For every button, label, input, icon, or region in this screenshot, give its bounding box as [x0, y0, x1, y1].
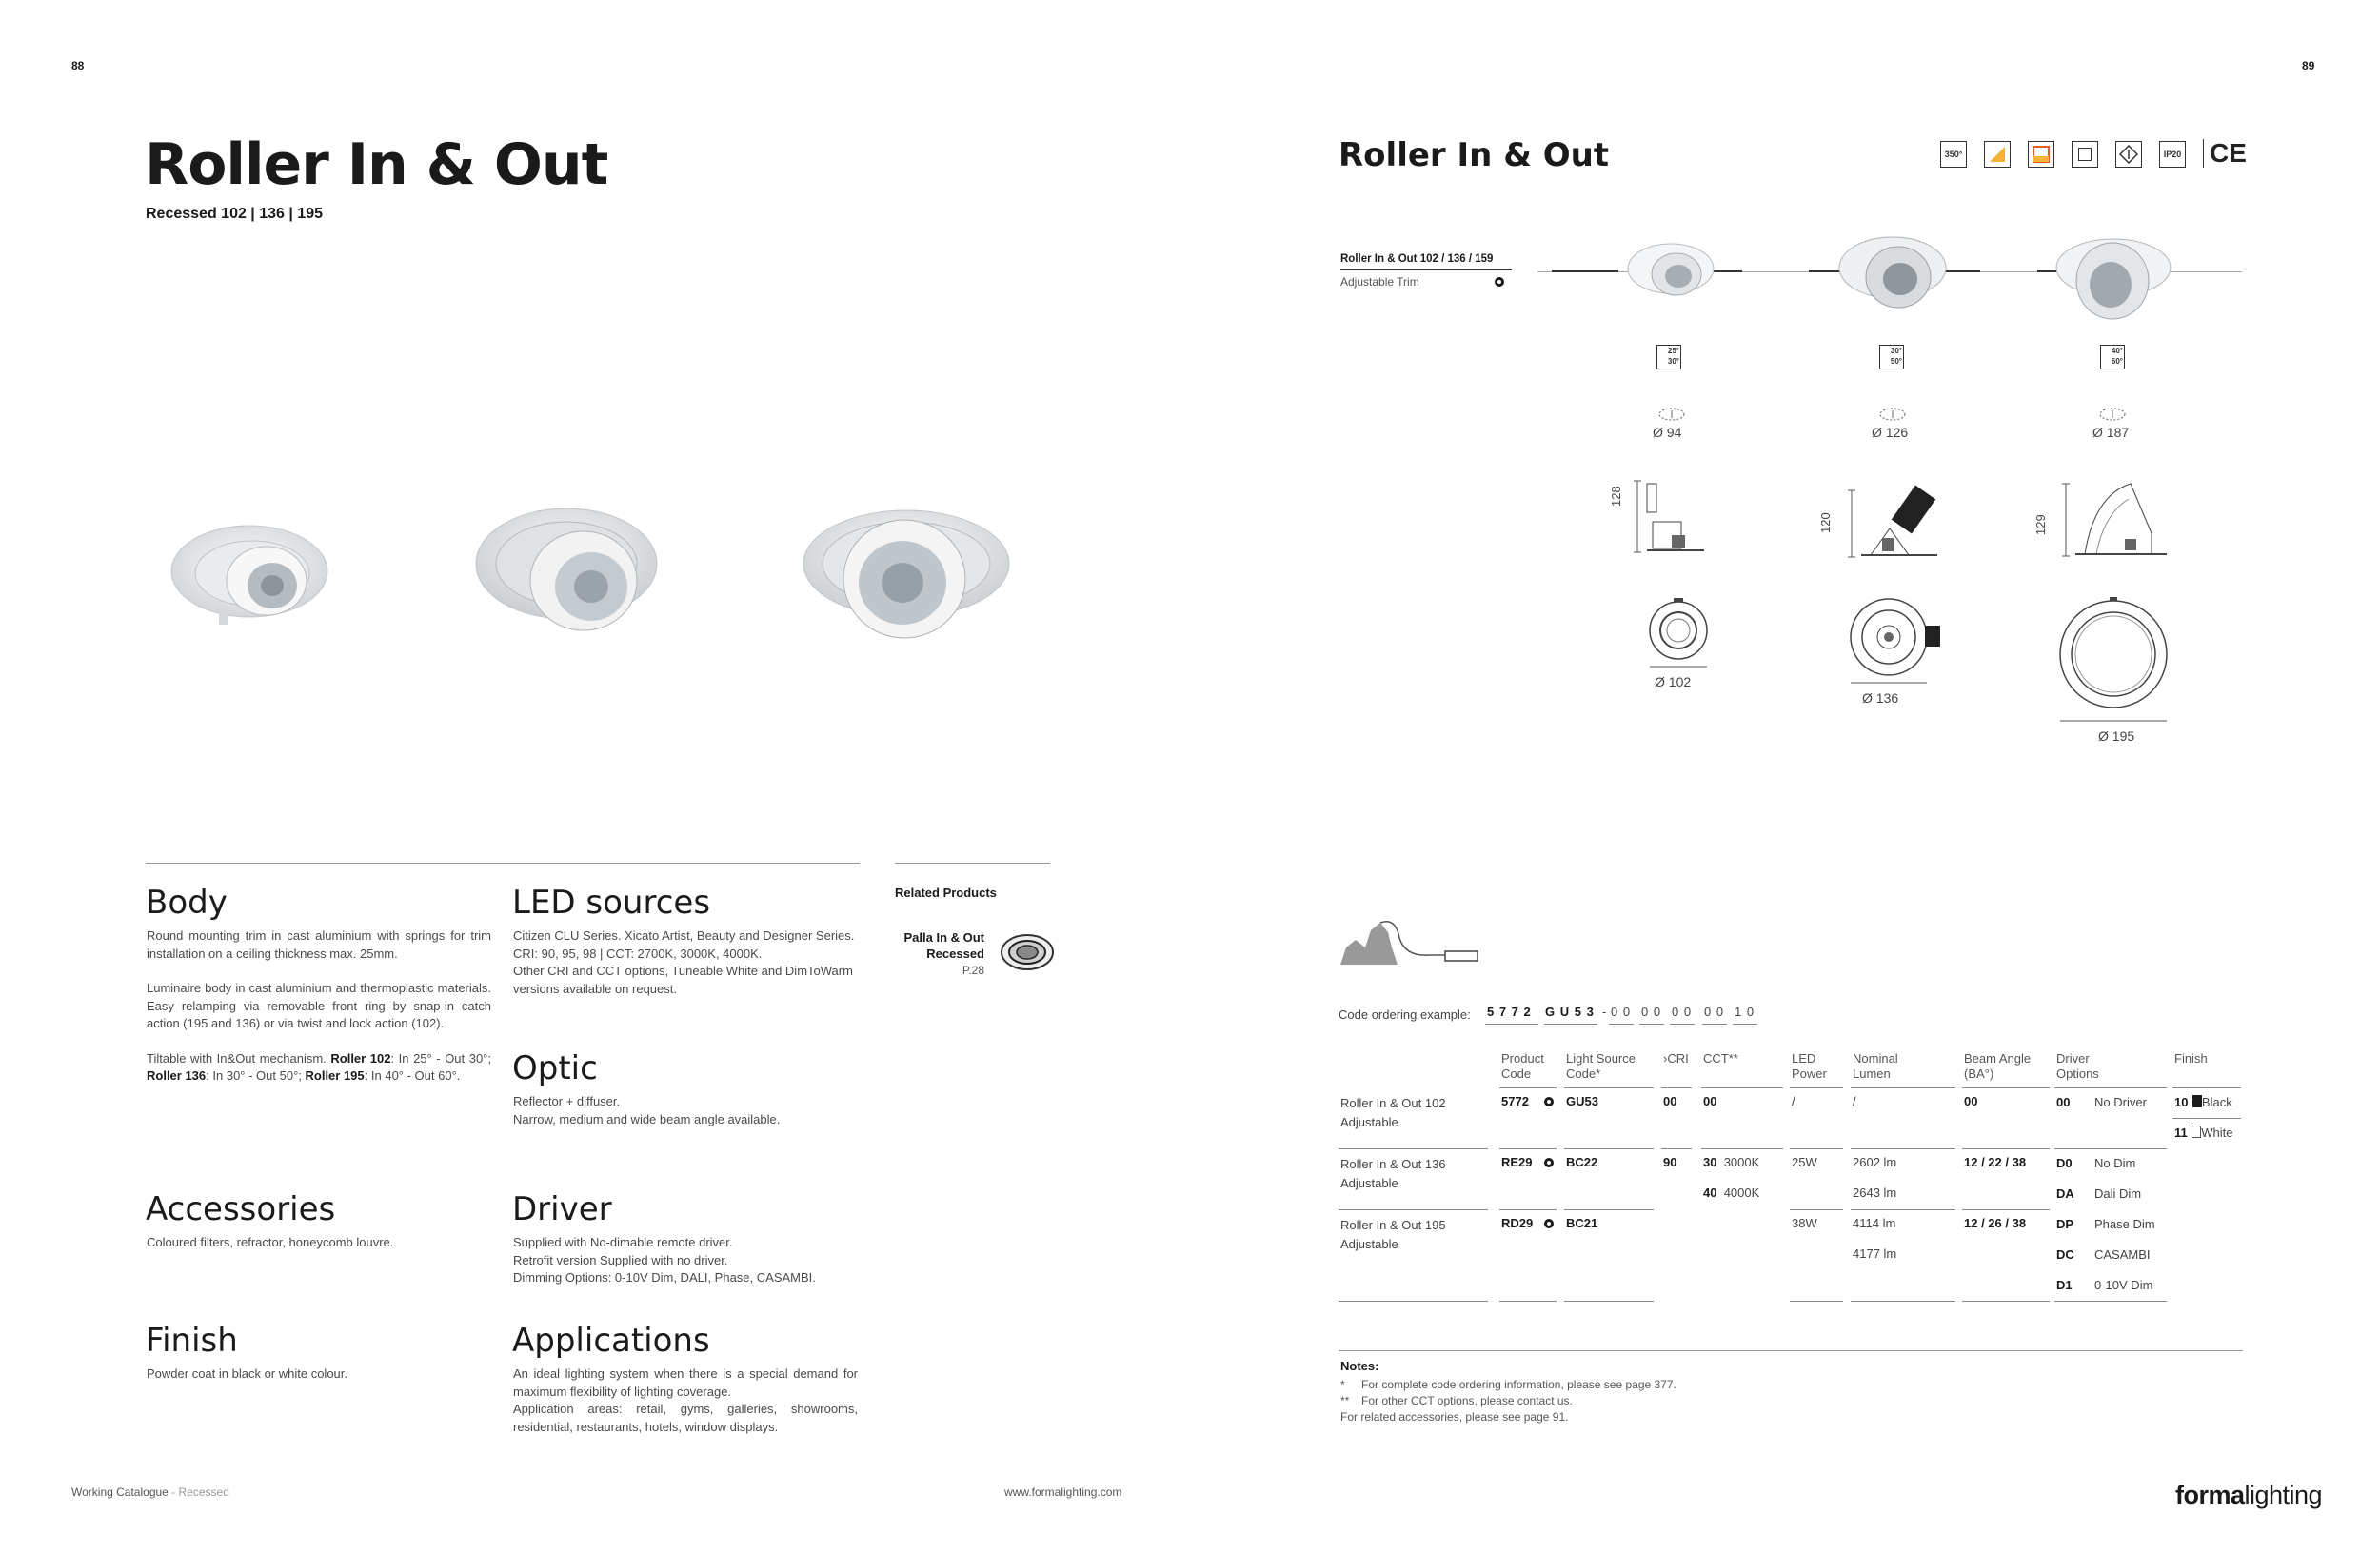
swatch-black-icon [2192, 1095, 2202, 1107]
product-photo-102 [162, 514, 333, 638]
row-102-name: Roller In & Out 102 Adjustable [1340, 1096, 1446, 1129]
finish-text: Powder coat in black or white colour. [147, 1366, 347, 1381]
divider-related [895, 863, 1050, 864]
driver-option-dp: DP Phase Dim [2056, 1217, 2155, 1231]
ce-mark-icon: CE [2203, 139, 2247, 168]
row-136-cct-4000: 40 4000K [1703, 1186, 1760, 1200]
finish-option-white: 11 White [2174, 1126, 2233, 1140]
driver-option-dc: DC CASAMBI [2056, 1247, 2151, 1262]
driver-l2: Retrofit version Supplied with no driver. [513, 1252, 728, 1267]
finish-heading: Finish [146, 1322, 238, 1360]
header-finish: Finish [2174, 1051, 2208, 1066]
driver-text [513, 1234, 862, 1287]
side-view-102 [1618, 476, 1723, 562]
header-driver-options: Driver Options [2056, 1051, 2099, 1081]
body-p1: Round mounting trim in cast aluminium with springs for trim installation on a ceiling thickness max. 25mm. [147, 928, 491, 961]
led-l1: Citizen CLU Series. Xicato Artist, Beauty and Designer Series. [513, 928, 855, 943]
header-cct: CCT** [1703, 1051, 1738, 1066]
header-led-power: LED Power [1792, 1051, 1827, 1081]
header-light-source: Light Source Code* [1566, 1051, 1636, 1081]
page-subtitle: Recessed 102 | 136 | 195 [146, 206, 323, 222]
page-number-left: 88 [71, 59, 85, 72]
led-text [513, 927, 862, 998]
header-product-code: Product Code [1501, 1051, 1544, 1081]
related-product-name[interactable]: Palla In & Out Recessed [903, 930, 984, 961]
row-102-code-ring-icon [1544, 1097, 1554, 1106]
related-heading: Related Products [895, 886, 997, 900]
diameter-dim-195: Ø 195 [2098, 728, 2135, 744]
row-136-beam: 12 / 22 / 38 [1964, 1155, 2027, 1169]
page-number-right: 89 [2302, 59, 2315, 72]
body-p2: Luminaire body in cast aluminium and thermoplastic materials. Easy relamping via removable front ring by snap-in catch action (195 and 136) or via twist and lock action (102). [147, 981, 491, 1030]
code-group-finish: 1 0 [1735, 1005, 1755, 1019]
row-136-name: Roller In & Out 136 Adjustable [1340, 1157, 1446, 1190]
driver-option-da: DA Dali Dim [2056, 1186, 2142, 1201]
side-view-136 [1833, 481, 1956, 567]
row-136-code-ring-icon [1544, 1158, 1554, 1167]
notes-heading: Notes: [1340, 1359, 1379, 1373]
led-l3: Other CRI and CCT options, Tuneable White and DimToWarm versions available on request. [513, 964, 853, 996]
row-136-cct-3000: 30 3000K [1703, 1155, 1760, 1169]
accessories-text: Coloured filters, refractor, honeycomb louvre. [147, 1235, 394, 1249]
tilt-angle-icon-195: 40° 60° [2100, 345, 2125, 369]
row-195-lumen-1: 4114 lm [1853, 1216, 1896, 1230]
code-ordering-label: Code ordering example: [1339, 1007, 1471, 1022]
applications-l2: Application areas: retail, gyms, galleries, showrooms, residential, restaurants, hotels, window displays. [513, 1402, 858, 1434]
row-136-source: BC22 [1566, 1155, 1598, 1169]
related-product-thumbnail[interactable] [1000, 933, 1055, 971]
swatch-white-icon [2192, 1126, 2201, 1138]
row-102-power: / [1792, 1094, 1795, 1108]
variant-title: Roller In & Out 102 / 136 / 159 [1340, 253, 1494, 265]
driver-l1: Supplied with No-dimable remote driver. [513, 1235, 733, 1249]
row-102-cri: 00 [1663, 1094, 1677, 1108]
brand-logo: formalighting [2175, 1481, 2323, 1509]
code-group-source: G U 5 3 [1545, 1005, 1595, 1019]
product-photo-136 [471, 505, 662, 648]
optic-l2: Narrow, medium and wide beam angle available. [513, 1111, 781, 1126]
finish-option-black: 10 Black [2174, 1095, 2232, 1109]
driver-l3: Dimming Options: 0-10V Dim, DALI, Phase, CASAMBI. [513, 1270, 816, 1285]
cutout-icon-195 [2098, 407, 2127, 422]
remote-driver-icon [1339, 919, 1481, 967]
applications-l1: An ideal lighting system when there is a special demand for maximum flexibility of lighting coverage. [513, 1366, 858, 1399]
variant-photo-136 [1835, 233, 1950, 314]
top-view-195 [2054, 595, 2172, 728]
top-view-136 [1843, 595, 1946, 690]
optic-text [513, 1093, 862, 1128]
led-l2: CRI: 90, 95, 98 | CCT: 2700K, 3000K, 4000K. [513, 946, 763, 961]
height-dim-102: 128 [1609, 486, 1623, 507]
header-beam-angle: Beam Angle (BA°) [1964, 1051, 2032, 1081]
ip20-icon: IP20 [2159, 141, 2186, 168]
driver-option-00: 00 No Driver [2056, 1095, 2147, 1109]
notes-list: * For complete code ordering information, please see page 377. ** For other CCT options, please contact us. For related accessories, please see page 91. [1340, 1378, 1676, 1424]
tilt-angle-icon-102: 25° 30° [1656, 345, 1681, 369]
row-102-beam: 00 [1964, 1094, 1978, 1108]
cutout-dim-136: Ø 126 [1872, 425, 1909, 440]
related-product-page[interactable]: P.28 [962, 964, 984, 977]
row-102-source: GU53 [1566, 1094, 1598, 1108]
side-view-195 [2047, 476, 2180, 567]
code-group-product: 5 7 7 2 [1487, 1005, 1532, 1019]
body-heading: Body [146, 884, 228, 922]
cutout-dim-102: Ø 94 [1653, 425, 1682, 440]
row-102-code: 5772 [1501, 1094, 1529, 1108]
optic-l1: Reflector + diffuser. [513, 1094, 621, 1108]
applications-text [513, 1366, 858, 1436]
row-195-code-ring-icon [1544, 1219, 1554, 1228]
notes-divider [1339, 1350, 2243, 1351]
divider-left [146, 863, 860, 864]
row-136-lumen-2: 2643 lm [1853, 1186, 1897, 1200]
cutout-dim-195: Ø 187 [2092, 425, 2130, 440]
code-dash: - [1602, 1005, 1607, 1019]
driver-icon [2115, 141, 2142, 168]
diameter-dim-136: Ø 136 [1862, 690, 1899, 706]
variant-photo-102 [1623, 238, 1718, 305]
body-text [147, 927, 491, 1086]
led-heading: LED sources [512, 884, 711, 922]
row-195-power: 38W [1792, 1216, 1817, 1230]
row-195-name: Roller In & Out 195 Adjustable [1340, 1218, 1446, 1251]
right-title: Roller In & Out [1339, 136, 1610, 174]
tilt-angle-icon-136: 30° 50° [1879, 345, 1904, 369]
code-group-driver: 0 0 [1704, 1005, 1725, 1019]
row-195-lumen-2: 4177 lm [1853, 1246, 1897, 1261]
row-136-lumen-1: 2602 lm [1853, 1155, 1897, 1169]
footer-website[interactable]: www.formalighting.com [1004, 1485, 1122, 1499]
row-136-code: RE29 [1501, 1155, 1533, 1169]
header-cri: ›CRI [1663, 1051, 1689, 1066]
body-p3: Tiltable with In&Out mechanism. Roller 102: In 25° - Out 30°; Roller 136: In 30° - Out 50°; Roller 195: In 40° - Out 60°. [147, 1050, 491, 1083]
height-dim-195: 129 [2033, 514, 2048, 535]
row-195-code: RD29 [1501, 1216, 1534, 1230]
diameter-dim-102: Ø 102 [1655, 674, 1692, 689]
code-group-beam: 0 0 [1672, 1005, 1693, 1019]
driver-heading: Driver [512, 1190, 612, 1228]
footer-catalogue: Working Catalogue - Recessed [71, 1485, 229, 1499]
row-195-source: BC21 [1566, 1216, 1598, 1230]
driver-option-d1: D1 0-10V Dim [2056, 1278, 2153, 1292]
variant-underline [1340, 269, 1512, 270]
driver-option-d0: D0 No Dim [2056, 1156, 2136, 1170]
product-photo-195 [800, 505, 1019, 657]
adjustable-trim-icon [1495, 277, 1504, 287]
optic-heading: Optic [512, 1049, 598, 1087]
top-view-102 [1645, 598, 1712, 672]
variant-photo-195 [2052, 233, 2175, 329]
row-136-cri: 90 [1663, 1155, 1677, 1169]
row-136-power: 25W [1792, 1155, 1817, 1169]
cutout-icon-136 [1878, 407, 1907, 422]
colour-icon [2028, 141, 2054, 168]
code-group-cri: 0 0 [1611, 1005, 1632, 1019]
header-lumen: Nominal Lumen [1853, 1051, 1898, 1081]
variant-trim: Adjustable Trim [1340, 275, 1419, 289]
class-ii-icon [2072, 141, 2098, 168]
applications-heading: Applications [512, 1322, 710, 1360]
row-102-cct: 00 [1703, 1094, 1717, 1108]
row-102-lumen: / [1853, 1094, 1856, 1108]
page-title: Roller In & Out [145, 131, 608, 198]
tilt-icon [1984, 141, 2011, 168]
code-group-cct: 0 0 [1641, 1005, 1662, 1019]
rotation-350-icon: 350° [1940, 141, 1967, 168]
accessories-heading: Accessories [146, 1190, 336, 1228]
height-dim-136: 120 [1818, 512, 1833, 533]
row-195-beam: 12 / 26 / 38 [1964, 1216, 2027, 1230]
cutout-icon-102 [1657, 407, 1686, 422]
